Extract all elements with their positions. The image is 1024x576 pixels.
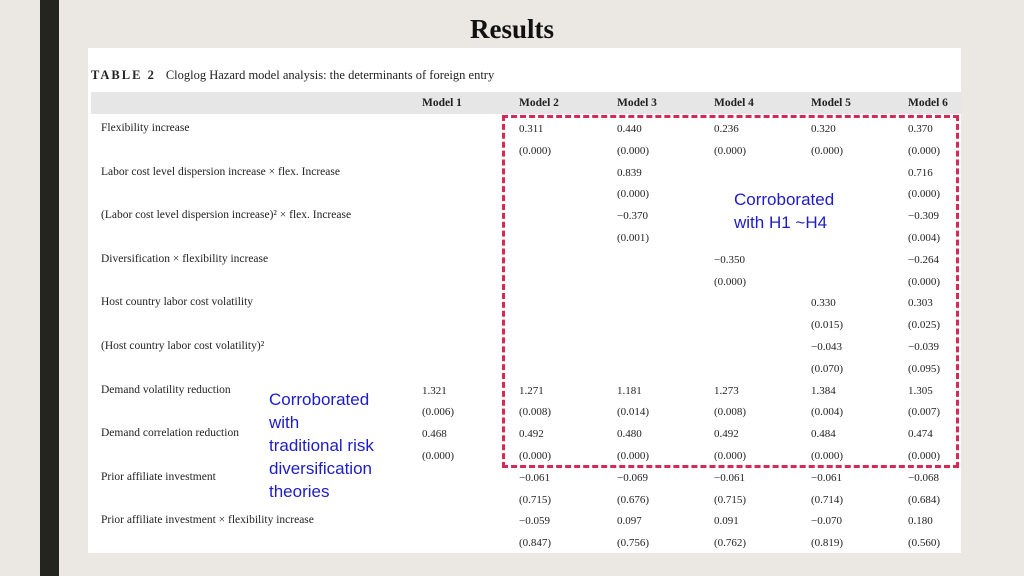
table-cell: (0.000) (714, 450, 747, 462)
table-cell: 1.271 (519, 384, 544, 397)
table-cell: (0.000) (908, 188, 941, 201)
table-cell: (0.560) (908, 537, 941, 550)
table-cell: −0.350 (714, 253, 745, 266)
table-cell: (0.715) (714, 493, 747, 506)
table-cell: 0.303 (908, 297, 933, 310)
column-header: Model 3 (617, 97, 657, 109)
row-label: (Labor cost level dispersion increase)² × flex. Increase (101, 209, 352, 222)
annotation-h1-h4-line: Corroborated (734, 190, 835, 209)
table-cell: 1.305 (908, 384, 933, 397)
table-cell: (0.000) (714, 144, 747, 157)
table-cell: (0.000) (714, 275, 747, 288)
table-cell: (0.819) (811, 537, 844, 550)
table-cell: (0.847) (519, 537, 552, 550)
table-cell: 0.097 (617, 515, 642, 528)
table-cell: (0.000) (908, 275, 941, 288)
table-cell: 0.716 (908, 166, 933, 179)
column-header: Model 1 (422, 97, 462, 109)
table-cell: −0.068 (908, 471, 939, 484)
table-cell: −0.370 (617, 210, 648, 223)
table-cell: (0.676) (617, 493, 650, 506)
table-image-panel (88, 48, 961, 553)
table-cell: (0.756) (617, 537, 650, 550)
annotation-traditional-line: Corroborated (269, 390, 370, 409)
table-cell: (0.000) (908, 450, 941, 462)
table-cell: (0.095) (908, 362, 941, 375)
table-cell: (0.000) (617, 188, 650, 201)
table-cell: −0.043 (811, 341, 842, 353)
row-label: Demand volatility reduction (101, 383, 231, 396)
table-cell: (0.714) (811, 493, 844, 506)
table-cell: (0.000) (617, 144, 650, 157)
table-cell: 0.474 (908, 428, 933, 441)
table-cell: (0.715) (519, 493, 552, 506)
left-accent-bar (40, 0, 59, 576)
row-label: Prior affiliate investment (101, 470, 216, 483)
column-header: Model 6 (908, 97, 948, 109)
table-cell: (0.001) (617, 232, 650, 244)
table-cell: −0.059 (519, 515, 550, 528)
table-cell: (0.762) (714, 537, 747, 550)
annotation-traditional-line: theories (269, 482, 330, 501)
table-cell: 1.321 (422, 384, 447, 397)
annotation-h1-h4 (734, 188, 834, 234)
annotation-traditional-risk (269, 388, 374, 503)
table-cell: (0.000) (617, 450, 650, 462)
table-caption (91, 68, 494, 83)
row-label: Host country labor cost volatility (101, 296, 254, 309)
table-cell: (0.000) (519, 450, 552, 462)
table-cell: 0.180 (908, 515, 933, 528)
annotation-traditional-line: with (269, 413, 300, 432)
table-cell: 1.273 (714, 384, 739, 397)
table-caption-text: Cloglog Hazard model analysis: the determinants of foreign entry (165, 68, 495, 82)
table-cell: (0.000) (811, 144, 844, 157)
table-cell: 0.492 (519, 428, 544, 441)
table-cell: −0.061 (714, 471, 745, 484)
slide-title: Results (469, 14, 554, 44)
table-cell: (0.015) (811, 319, 844, 332)
annotation-traditional-line: traditional risk (269, 436, 374, 455)
column-header: Model 2 (519, 97, 559, 109)
table-cell: (0.000) (811, 450, 844, 462)
row-label: Demand correlation reduction (101, 427, 239, 440)
table-cell: (0.006) (422, 406, 455, 419)
table-cell: (0.000) (908, 144, 941, 157)
table-cell: (0.025) (908, 319, 941, 332)
table-cell: 0.320 (811, 123, 836, 135)
table-cell: 0.311 (519, 123, 544, 135)
table-cell: 0.468 (422, 428, 447, 441)
table-cell: 0.492 (714, 428, 739, 441)
table-number: TABLE 2 (91, 68, 156, 82)
table-cell: −0.264 (908, 253, 939, 266)
table-cell: −0.069 (617, 471, 648, 484)
table-cell: (0.000) (519, 144, 552, 157)
table-cell: 0.484 (811, 428, 836, 441)
table-cell: (0.684) (908, 493, 941, 506)
table-cell: (0.000) (422, 450, 455, 462)
table-cell: 0.236 (714, 123, 739, 135)
table-cell: (0.007) (908, 406, 941, 419)
table-cell: (0.070) (811, 362, 844, 375)
table-cell: (0.008) (519, 406, 552, 419)
table-cell: 1.384 (811, 384, 836, 397)
column-header: Model 5 (811, 97, 851, 109)
table-cell: −0.309 (908, 210, 939, 223)
table-cell: 0.440 (617, 123, 642, 135)
table-cell: 1.181 (617, 384, 642, 397)
table-cell: 0.480 (617, 428, 642, 441)
annotation-traditional-line: diversification (269, 459, 372, 478)
table-cell: 0.839 (617, 166, 642, 179)
table-cell: 0.091 (714, 515, 739, 528)
table-cell: 0.330 (811, 297, 836, 310)
table-cell: −0.061 (811, 471, 842, 484)
row-label: Diversification × flexibility increase (101, 252, 269, 265)
table-cell: (0.004) (811, 406, 844, 419)
table-cell: (0.004) (908, 232, 941, 244)
row-label: Labor cost level dispersion increase × flex. Increase (101, 165, 340, 178)
table-cell: −0.061 (519, 471, 550, 484)
row-label: Prior affiliate investment × flexibility increase (101, 514, 314, 527)
table-cell: 0.370 (908, 123, 933, 135)
row-label: Flexibility increase (101, 122, 190, 134)
table-cell: −0.070 (811, 515, 842, 528)
table-cell: −0.039 (908, 341, 939, 353)
row-label: (Host country labor cost volatility)² (101, 340, 265, 352)
table-cell: (0.008) (714, 406, 747, 419)
table-cell: (0.014) (617, 406, 650, 419)
column-header: Model 4 (714, 97, 754, 109)
annotation-h1-h4-line: with H1 ~H4 (734, 213, 828, 232)
